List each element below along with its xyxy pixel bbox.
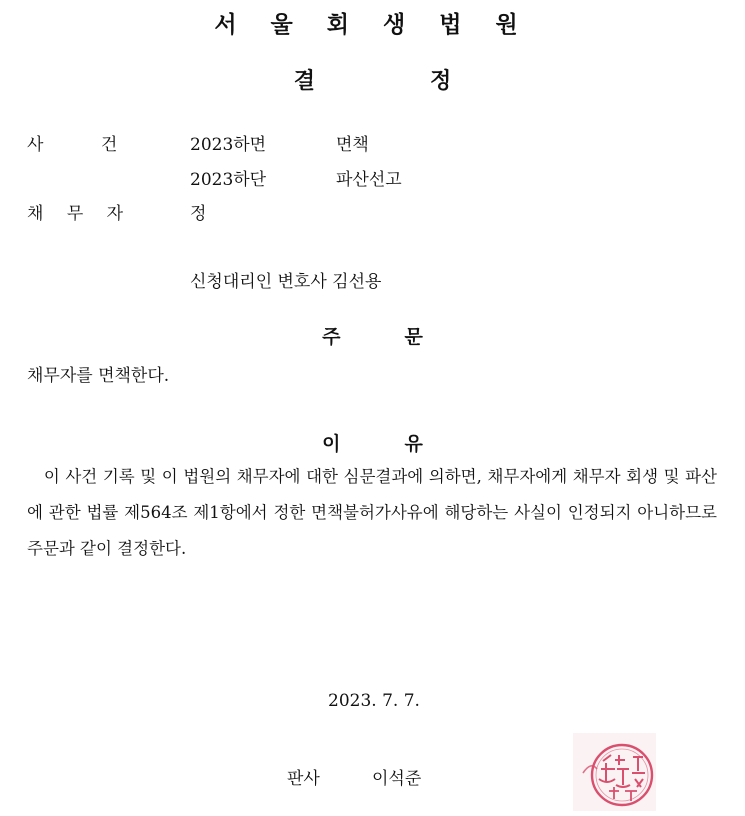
debtor-name: 정 [190, 204, 207, 224]
document-title-char-1: 결 [293, 69, 315, 94]
order-heading [0, 322, 745, 349]
order-heading-char-1: 주 [322, 326, 341, 348]
order-text: 채무자를 면책한다. [27, 366, 170, 386]
reason-heading-char-2: 유 [404, 433, 423, 455]
order-heading-char-2: 문 [404, 326, 423, 348]
case-type-2: 파산선고 [336, 170, 402, 190]
judge-title: 판사 [287, 769, 320, 789]
case-label: 사 건 [27, 135, 118, 155]
case-type-1: 면책 [336, 135, 369, 155]
case-number-1: 2023하면 [190, 135, 267, 155]
applicant-agent: 신청대리인 변호사 김선용 [190, 272, 382, 292]
reason-text: 이 사건 기록 및 이 법원의 채무자에 대한 심문결과에 의하면, 채무자에게 채무자 회생 및 파산에 관한 법률 제564조 제1항에서 정한 면책불허가사유에 해당하는 사실이 인정되지 아니하므로 주문과 같이 결정한다. [27, 467, 717, 558]
reason-heading-char-1: 이 [322, 433, 341, 455]
judge-name: 이석준 [372, 769, 422, 789]
document-title [0, 64, 745, 95]
court-name: 서 울 회 생 법 원 [214, 12, 531, 38]
debtor-label: 채 무 자 [27, 204, 124, 224]
document-title-char-2: 정 [430, 69, 452, 94]
court-seal [573, 733, 656, 811]
reason-heading [0, 429, 745, 456]
court-seal-stamp-icon [573, 733, 656, 811]
case-number-2: 2023하단 [190, 170, 267, 190]
decision-date: 2023. 7. 7. [328, 691, 420, 711]
